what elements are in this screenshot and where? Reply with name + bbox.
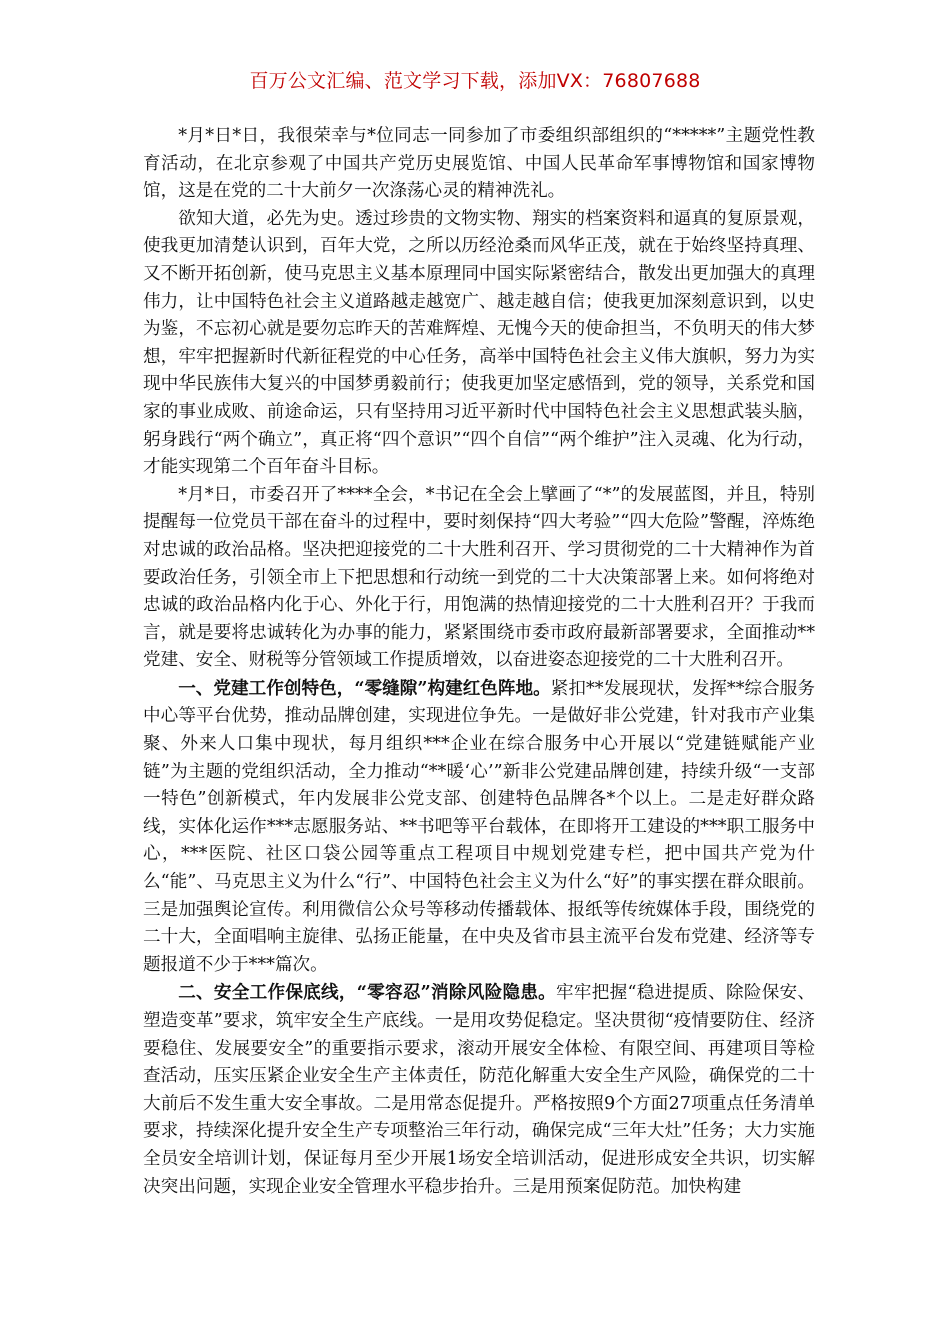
paragraph-2 [143,206,815,482]
document-body [143,123,815,1201]
paragraph-1-text: *月*日*日，我很荣幸与*位同志一同参加了市委组织部组织的“*****”主题党性教育活动，在北京参观了中国共产党历史展览馆、中国人民革命军事博物馆和国家博物馆，这是在党的二十大前夕一次涤荡心灵的精神洗礼。 [143,126,815,202]
paragraph-3 [143,482,815,675]
section-heading-party-building: 一、党建工作创特色，“零缝隙”构建红色阵地。 [178,677,551,699]
paragraph-5 [143,979,815,1201]
header-banner: 百万公文汇编、范文学习下载，添加VX：76807688 [249,70,701,92]
paragraph-4-text: 紧扣**发展现状，发挥**综合服务中心等平台优势，推动品牌创建，实现进位争先。一是做好非公党建，针对我市产业集聚、外来人口集中现状，每月组织***企业在综合服务中心开展以“党建链赋能产业链”为主题的党组织活动，全力推动“**暖‘心’”新非公党建品牌创建，持续升级“一支部一特色”创新模式，年内发展非公党支部、创建特色品牌各*个以上。二是走好群众路线，实体化运作***志愿服务站、**书吧等平台载体，在即将开工建设的***职工服务中心，***医院、社区口袋公园等重点工程项目中规划党建专栏，把中国共产党为什么“能”、马克思主义为什么“行”、中国特色社会主义为什么“好”的事实摆在群众眼前。三是加强舆论宣传。利用微信公众号等移动传播载体、报纸等传统媒体手段，围绕党的二十大，全面唱响主旋律、弘扬正能量，在中央及省市县主流平台发布党建、经济等专题报道不少于***篇次。 [143,678,815,975]
paragraph-2-text: 欲知大道，必先为史。透过珍贵的文物实物、翔实的档案资料和逼真的复原景观，使我更加清楚认识到，百年大党，之所以历经沧桑而风华正茂，就在于始终坚持真理、又不断开拓创新，使马克思主义基本原理同中国实际紧密结合，散发出更加强大的真理伟力，让中国特色社会主义道路越走越宽广、越走越自信；使我更加深刻意识到，以史为鉴，不忘初心就是要勿忘昨天的苦难辉煌、无愧今天的使命担当，不负明天的伟大梦想，牢牢把握新时代新征程党的中心任务，高举中国特色社会主义伟大旗帜，努力为实现中华民族伟大复兴的中国梦勇毅前行；使我更加坚定感悟到，党的领导，关系党和国家的事业成败、前途命运，只有坚持用习近平新时代中国特色社会主义思想武装头脑，躬身践行“两个确立”，真正将“四个意识”“四个自信”“两个维护”注入灵魂、化为行动，才能实现第二个百年奋斗目标。 [143,208,815,478]
paragraph-3-text: *月*日，市委召开了****全会，*书记在全会上擘画了“*”的发展蓝图，并且，特别提醒每一位党员干部在奋斗的过程中，要时刻保持“四大考验”“四大危险”警醒，淬炼绝对忠诚的政治品格。坚决把迎接党的二十大胜利召开、学习贯彻党的二十大精神作为首要政治任务，引领全市上下把思想和行动统一到党的二十大决策部署上来。如何将绝对忠诚的政治品格内化于心、外化于行，用饱满的热情迎接党的二十大胜利召开？于我而言，就是要将忠诚转化为办事的能力，紧紧围绕市委市政府最新部署要求，全面推动**党建、安全、财税等分管领域工作提质增效，以奋进姿态迎接党的二十大胜利召开。 [143,484,815,671]
paragraph-4 [143,675,815,980]
paragraph-1 [143,123,815,206]
section-heading-safety: 二、安全工作保底线，“零容忍”消除风险隐患。 [178,982,557,1004]
paragraph-5-text: 牢牢把握“稳进提质、除险保安、塑造变革”要求，筑牢安全生产底线。一是用攻势促稳定。坚决贯彻“疫情要防住、经济要稳住、发展要安全”的重要指示要求，滚动开展安全体检、有限空间、再建项目等检查活动，压实压紧企业安全生产主体责任，防范化解重大安全生产风险，确保党的二十大前后不发生重大安全事故。二是用常态促提升。严格按照9个方面27项重点任务清单要求，持续深化提升安全生产专项整治三年行动，确保完成“三年大灶”任务；大力实施全员安全培训计划，保证每月至少开展1场安全培训活动，促进形成安全共识，切实解决突出问题，实现企业安全管理水平稳步抬升。三是用预案促防范。加快构建 [143,983,816,1197]
